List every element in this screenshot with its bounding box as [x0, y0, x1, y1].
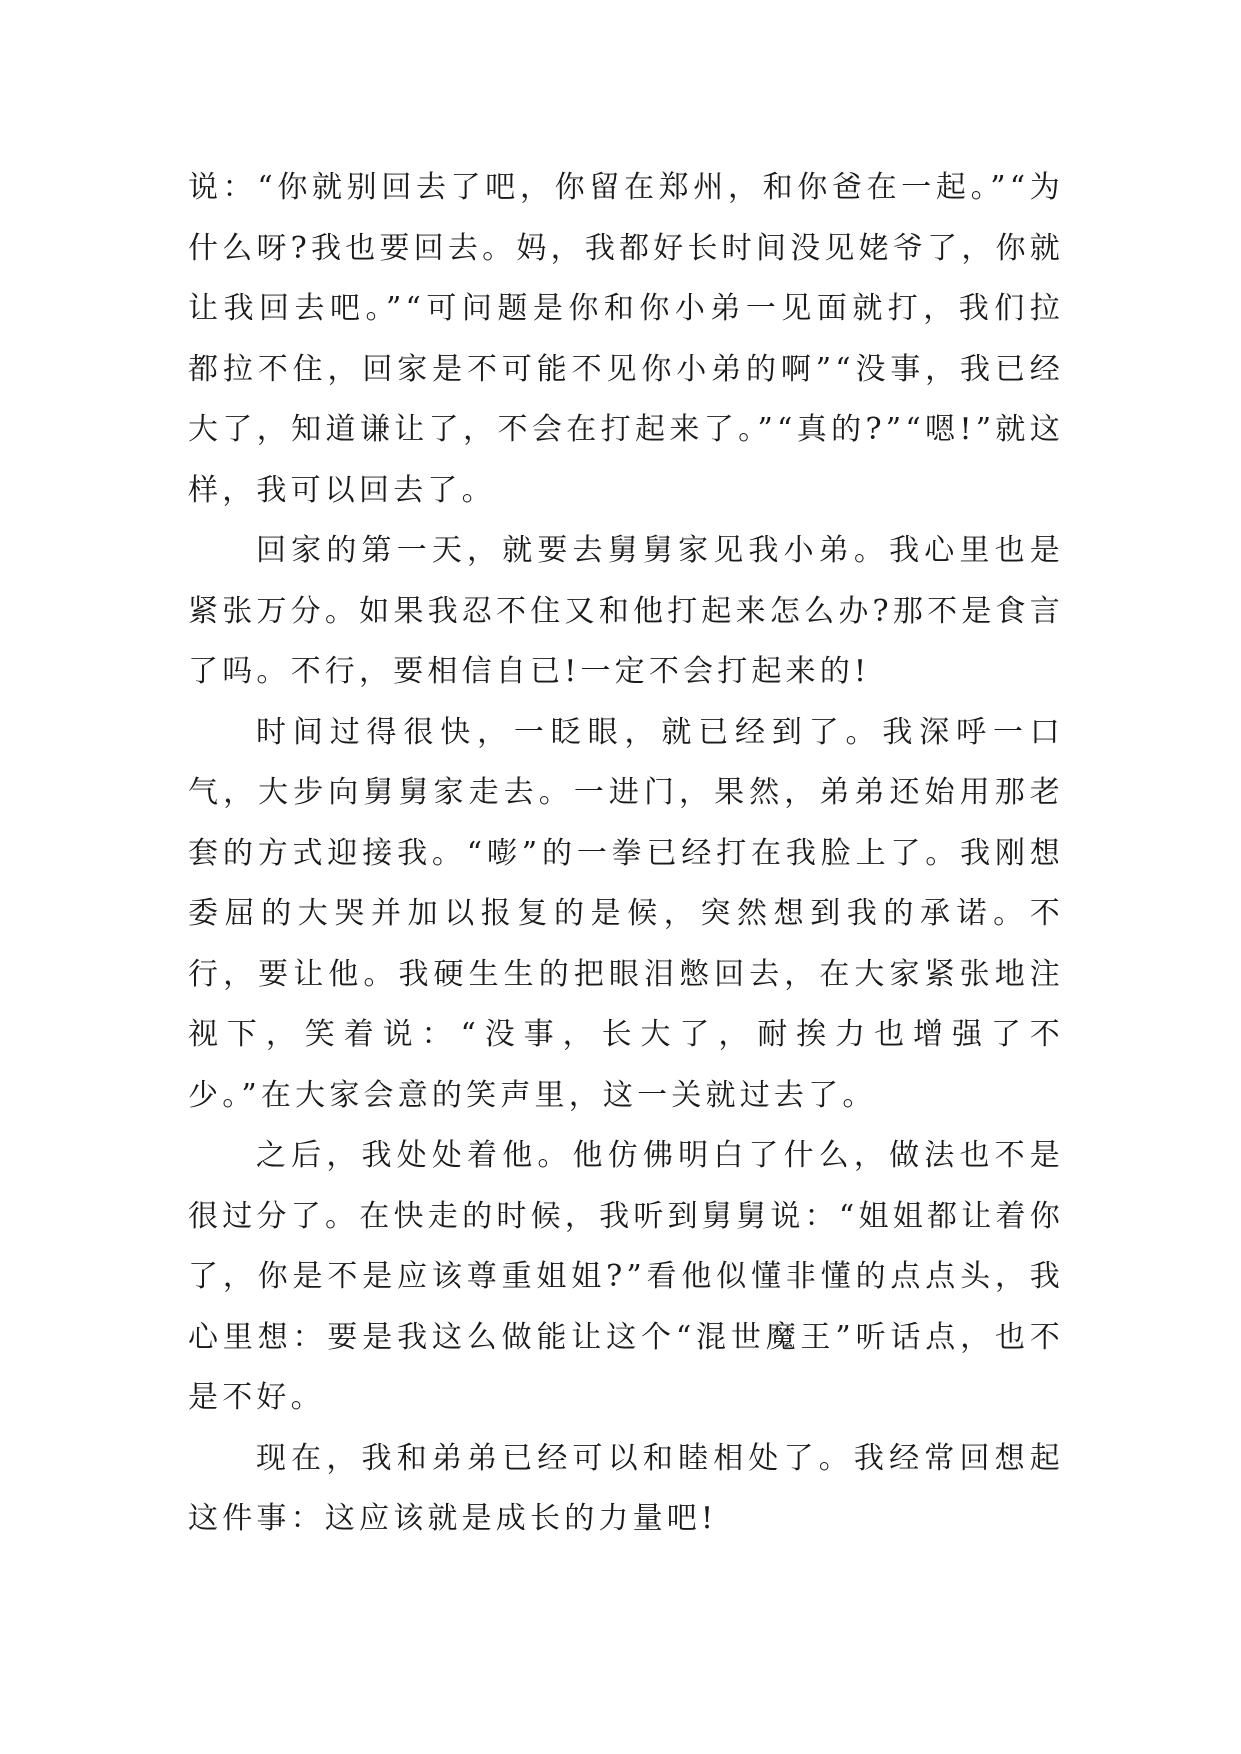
- paragraph-2: 回家的第一天，就要去舅舅家见我小弟。我心里也是紧张万分。如果我忍不住又和他打起来怎么办?那不是食言了吗。不行，要相信自已!一定不会打起来的!: [188, 533, 1064, 689]
- paragraph-3: 时间过得很快，一眨眼，就已经到了。我深呼一口气，大步向舅舅家走去。一进门，果然，弟弟还始用那老套的方式迎接我。“嘭”的一拳已经打在我脸上了。我刚想委屈的大哭并加以报复的是候，突然想到我的承诺。不行，要让他。我硬生生的把眼泪憋回去，在大家紧张地注视下，笑着说：“没事，长大了，耐挨力也增强了不少。”在大家会意的笑声里，这一关就过去了。: [188, 714, 1064, 1113]
- document-body: [188, 158, 1064, 1550]
- paragraph-5: 现在，我和弟弟已经可以和睦相处了。我经常回想起这件事：这应该就是成长的力量吧!: [188, 1440, 1064, 1536]
- paragraph-1: 说：“你就别回去了吧，你留在郑州，和你爸在一起。”“为什么呀?我也要回去。妈，我都好长时间没见姥爷了，你就让我回去吧。”“可问题是你和你小弟一见面就打，我们拉都拉不住，回家是不可能不见你小弟的啊”“没事，我已经大了，知道谦让了，不会在打起来了。”“真的?”“嗯!”就这样，我可以回去了。: [188, 170, 1064, 508]
- paragraph-4: 之后，我处处着他。他仿佛明白了什么，做法也不是很过分了。在快走的时候，我听到舅舅说：“姐姐都让着你了，你是不是应该尊重姐姐?”看他似懂非懂的点点头，我心里想：要是我这么做能让这个“混世魔王”听话点，也不是不好。: [188, 1138, 1064, 1415]
